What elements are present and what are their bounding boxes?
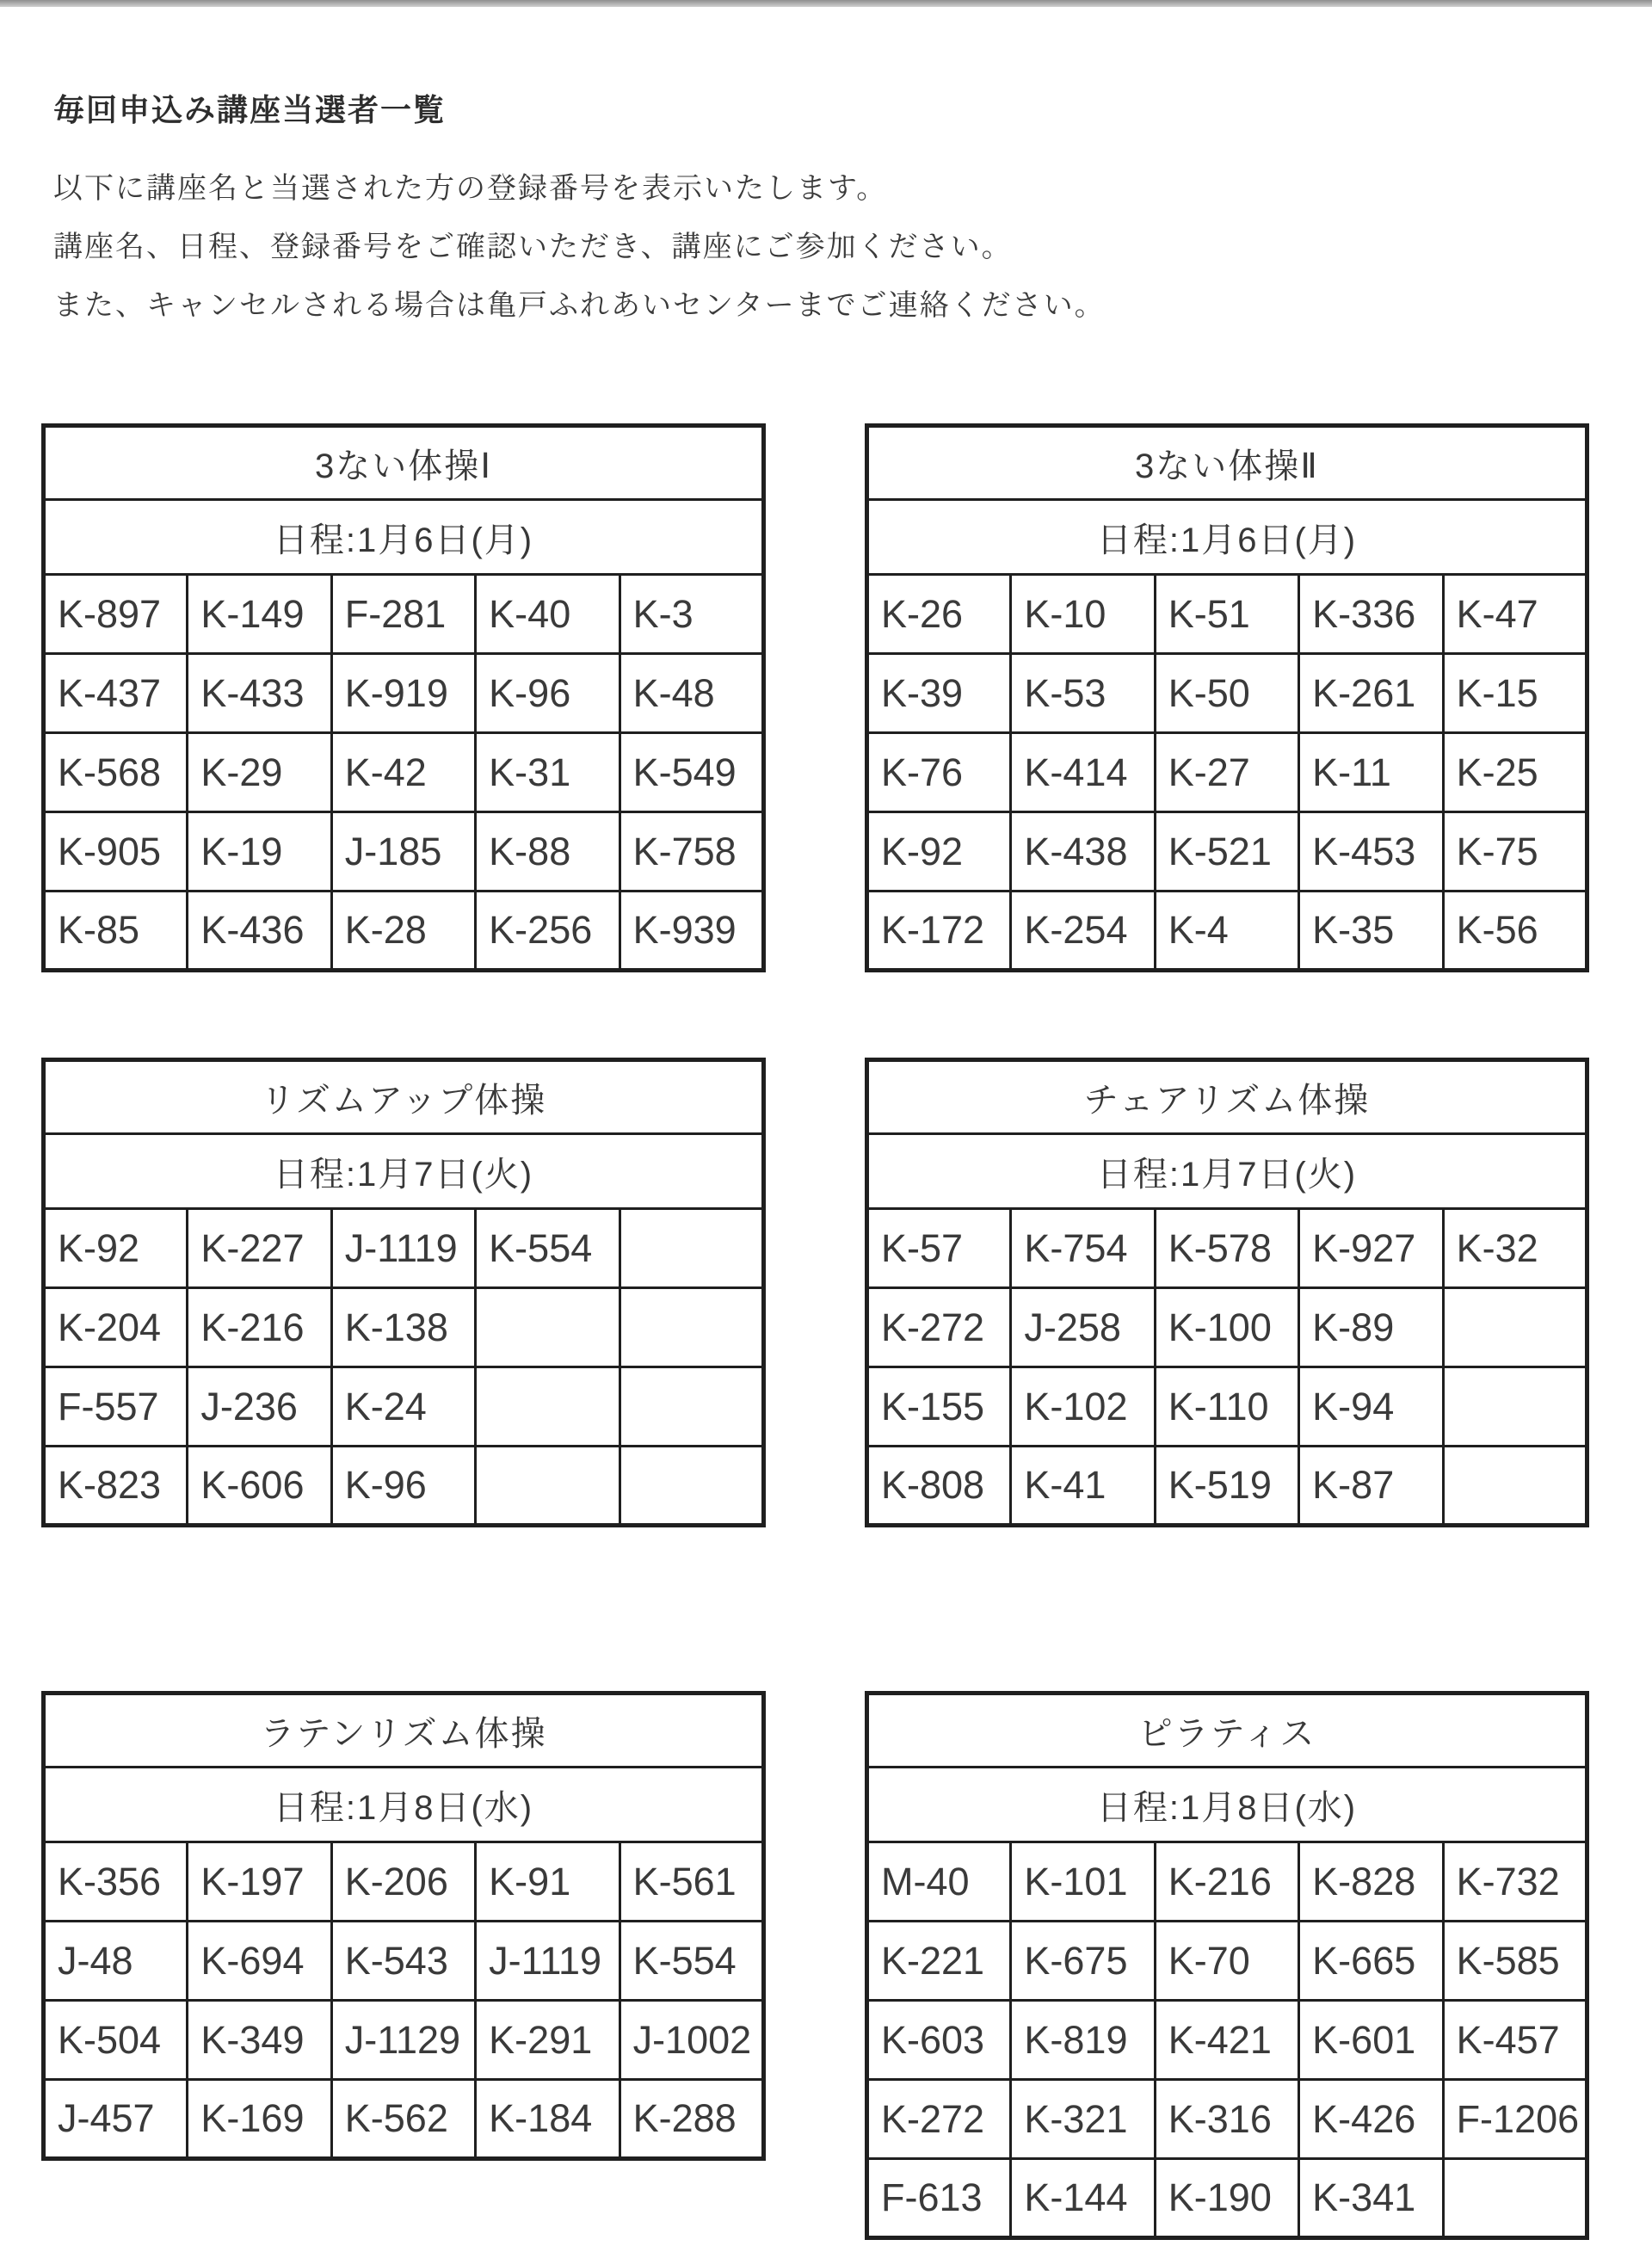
course-date: 日程:1月6日(月) <box>867 500 1587 575</box>
winner-row <box>44 1447 764 1526</box>
course-table-3 <box>41 1058 766 1527</box>
winner-cell: K-457 <box>1443 2001 1587 2080</box>
winner-cell <box>620 1367 763 1447</box>
winner-row <box>867 1288 1587 1367</box>
winner-cell: K-206 <box>331 1842 475 1922</box>
winner-cell: K-91 <box>476 1842 620 1922</box>
winner-cell: K-341 <box>1299 2159 1443 2238</box>
winner-cell: K-543 <box>331 1922 475 2001</box>
winner-cell: K-568 <box>44 733 188 812</box>
course-table-6 <box>865 1691 1589 2240</box>
winner-row <box>867 2080 1587 2159</box>
winner-cell: K-261 <box>1299 654 1443 733</box>
winner-cell: K-436 <box>188 892 331 971</box>
winner-cell: K-453 <box>1299 812 1443 892</box>
winner-cell: K-421 <box>1155 2001 1298 2080</box>
winner-cell: K-32 <box>1443 1209 1587 1288</box>
winner-cell: K-39 <box>867 654 1011 733</box>
winner-cell: K-85 <box>44 892 188 971</box>
winner-cell: K-56 <box>1443 892 1587 971</box>
winner-cell: K-47 <box>1443 575 1587 654</box>
winner-cell: K-204 <box>44 1288 188 1367</box>
winner-row <box>867 1209 1587 1288</box>
winner-row <box>44 1209 764 1288</box>
winner-cell: K-939 <box>620 892 763 971</box>
winner-cell: K-216 <box>1155 1842 1298 1922</box>
winner-cell: K-905 <box>44 812 188 892</box>
winner-cell: K-75 <box>1443 812 1587 892</box>
winner-row <box>44 892 764 971</box>
scan-edge-shadow <box>0 0 1652 7</box>
winner-cell: K-426 <box>1299 2080 1443 2159</box>
winner-cell: K-27 <box>1155 733 1298 812</box>
winner-cell: K-184 <box>476 2080 620 2159</box>
winner-cell: K-53 <box>1011 654 1155 733</box>
winner-cell: K-102 <box>1011 1367 1155 1447</box>
tables-row-2 <box>41 1058 1611 1527</box>
winner-row <box>867 1367 1587 1447</box>
winner-cell: K-316 <box>1155 2080 1298 2159</box>
winner-cell: K-519 <box>1155 1447 1298 1526</box>
winner-cell: K-190 <box>1155 2159 1298 2238</box>
winner-cell: K-606 <box>188 1447 331 1526</box>
page-title: 毎回申込み講座当選者一覧 <box>53 92 447 127</box>
winner-cell: K-35 <box>1299 892 1443 971</box>
winner-cell: K-823 <box>44 1447 188 1526</box>
course-table-4 <box>865 1058 1589 1527</box>
winner-row <box>44 575 764 654</box>
tables-row-3 <box>41 1691 1611 2240</box>
winner-cell: K-19 <box>188 812 331 892</box>
winner-row <box>867 892 1587 971</box>
winner-cell: K-51 <box>1155 575 1298 654</box>
course-title: 3ない体操Ⅰ <box>44 426 764 500</box>
winner-cell: J-1129 <box>331 2001 475 2080</box>
winner-cell: K-155 <box>867 1367 1011 1447</box>
winner-cell <box>1443 1288 1587 1367</box>
winner-cell: K-254 <box>1011 892 1155 971</box>
course-date: 日程:1月8日(水) <box>44 1768 764 1842</box>
winner-cell: K-819 <box>1011 2001 1155 2080</box>
course-date: 日程:1月8日(水) <box>867 1768 1587 1842</box>
winner-cell: K-26 <box>867 575 1011 654</box>
winner-cell: K-94 <box>1299 1367 1443 1447</box>
winner-cell: K-87 <box>1299 1447 1443 1526</box>
winner-cell: F-557 <box>44 1367 188 1447</box>
winner-cell: K-349 <box>188 2001 331 2080</box>
winner-cell: K-24 <box>331 1367 475 1447</box>
tables-row-1 <box>41 423 1611 972</box>
winner-cell: K-433 <box>188 654 331 733</box>
course-title: 3ない体操Ⅱ <box>867 426 1587 500</box>
winner-cell: J-1002 <box>620 2001 763 2080</box>
winner-cell: K-336 <box>1299 575 1443 654</box>
winner-cell: K-561 <box>620 1842 763 1922</box>
winner-cell: K-3 <box>620 575 763 654</box>
winner-cell: K-25 <box>1443 733 1587 812</box>
winner-cell: K-758 <box>620 812 763 892</box>
winner-cell: K-101 <box>1011 1842 1155 1922</box>
winner-cell: F-613 <box>867 2159 1011 2238</box>
winner-row <box>44 1367 764 1447</box>
winner-cell: K-50 <box>1155 654 1298 733</box>
winner-row <box>867 2001 1587 2080</box>
winner-cell: K-76 <box>867 733 1011 812</box>
winner-cell: K-562 <box>331 2080 475 2159</box>
course-title: チェアリズム体操 <box>867 1060 1587 1134</box>
winner-cell <box>1443 2159 1587 2238</box>
winner-cell: K-694 <box>188 1922 331 2001</box>
winner-cell: K-291 <box>476 2001 620 2080</box>
winner-row <box>44 1842 764 1922</box>
winner-cell: K-437 <box>44 654 188 733</box>
winner-cell: K-197 <box>188 1842 331 1922</box>
winner-cell: K-40 <box>476 575 620 654</box>
winner-cell: K-221 <box>867 1922 1011 2001</box>
winner-cell: K-356 <box>44 1842 188 1922</box>
winner-cell: K-828 <box>1299 1842 1443 1922</box>
winner-cell: K-578 <box>1155 1209 1298 1288</box>
winner-row <box>867 1842 1587 1922</box>
winner-row <box>867 1447 1587 1526</box>
course-title: ラテンリズム体操 <box>44 1694 764 1768</box>
winner-cell: K-272 <box>867 2080 1011 2159</box>
winner-cell: K-96 <box>331 1447 475 1526</box>
winner-cell: K-92 <box>867 812 1011 892</box>
winner-row <box>867 2159 1587 2238</box>
winner-cell: K-29 <box>188 733 331 812</box>
course-date: 日程:1月7日(火) <box>44 1134 764 1209</box>
winner-row <box>867 812 1587 892</box>
winner-cell: M-40 <box>867 1842 1011 1922</box>
winner-row <box>44 812 764 892</box>
winner-row <box>44 2080 764 2159</box>
winner-cell: J-457 <box>44 2080 188 2159</box>
winner-row <box>867 575 1587 654</box>
winner-cell: K-92 <box>44 1209 188 1288</box>
course-table-5 <box>41 1691 766 2161</box>
winner-cell <box>476 1288 620 1367</box>
winner-cell: K-521 <box>1155 812 1298 892</box>
winner-cell: K-15 <box>1443 654 1587 733</box>
winner-cell: K-665 <box>1299 1922 1443 2001</box>
winner-cell: K-172 <box>867 892 1011 971</box>
winner-cell: J-1119 <box>476 1922 620 2001</box>
winner-cell: J-258 <box>1011 1288 1155 1367</box>
winner-row <box>44 2001 764 2080</box>
winner-cell: K-70 <box>1155 1922 1298 2001</box>
winner-cell: K-89 <box>1299 1288 1443 1367</box>
winner-cell: F-1206 <box>1443 2080 1587 2159</box>
winner-cell: J-1119 <box>331 1209 475 1288</box>
winner-cell: K-601 <box>1299 2001 1443 2080</box>
winner-cell: K-927 <box>1299 1209 1443 1288</box>
winner-cell <box>1443 1447 1587 1526</box>
winner-cell: K-585 <box>1443 1922 1587 2001</box>
winner-cell: K-42 <box>331 733 475 812</box>
winner-cell: K-272 <box>867 1288 1011 1367</box>
winner-cell: K-554 <box>476 1209 620 1288</box>
winner-cell: J-48 <box>44 1922 188 2001</box>
winner-cell: K-10 <box>1011 575 1155 654</box>
winner-row <box>44 654 764 733</box>
course-date: 日程:1月6日(月) <box>44 500 764 575</box>
winner-cell: K-732 <box>1443 1842 1587 1922</box>
winner-cell <box>476 1447 620 1526</box>
winner-row <box>44 733 764 812</box>
winner-cell <box>1443 1367 1587 1447</box>
course-title: リズムアップ体操 <box>44 1060 764 1134</box>
winner-cell <box>620 1288 763 1367</box>
winner-cell: K-438 <box>1011 812 1155 892</box>
course-date: 日程:1月7日(火) <box>867 1134 1587 1209</box>
course-title: ピラティス <box>867 1694 1587 1768</box>
winner-cell: K-754 <box>1011 1209 1155 1288</box>
winner-cell: K-88 <box>476 812 620 892</box>
winner-cell: K-144 <box>1011 2159 1155 2238</box>
winner-cell: K-897 <box>44 575 188 654</box>
winner-row <box>44 1922 764 2001</box>
course-table-2 <box>865 423 1589 972</box>
winner-cell: K-919 <box>331 654 475 733</box>
winner-cell: K-48 <box>620 654 763 733</box>
intro-line-1: 以下に講座名と当選された方の登録番号を表示いたします。 <box>53 172 888 205</box>
winner-cell: K-808 <box>867 1447 1011 1526</box>
winner-cell: K-100 <box>1155 1288 1298 1367</box>
winner-cell: K-675 <box>1011 1922 1155 2001</box>
winner-row <box>867 1922 1587 2001</box>
winner-cell: K-11 <box>1299 733 1443 812</box>
intro-line-3: また、キャンセルされる場合は亀戸ふれあいセンターまでご連絡ください。 <box>53 289 1106 322</box>
winner-cell: K-414 <box>1011 733 1155 812</box>
winner-row <box>867 733 1587 812</box>
tables-grid <box>41 423 1611 2240</box>
winner-cell: K-288 <box>620 2080 763 2159</box>
winner-row <box>867 654 1587 733</box>
winner-cell: K-149 <box>188 575 331 654</box>
winner-cell: K-96 <box>476 654 620 733</box>
course-table-1 <box>41 423 766 972</box>
winner-cell: K-41 <box>1011 1447 1155 1526</box>
winner-cell: K-57 <box>867 1209 1011 1288</box>
winner-cell: K-227 <box>188 1209 331 1288</box>
winner-cell: K-321 <box>1011 2080 1155 2159</box>
winner-cell: K-169 <box>188 2080 331 2159</box>
winner-cell: K-4 <box>1155 892 1298 971</box>
winner-cell: K-31 <box>476 733 620 812</box>
winner-cell: K-549 <box>620 733 763 812</box>
winner-cell <box>620 1447 763 1526</box>
winner-cell: K-28 <box>331 892 475 971</box>
winner-cell: K-216 <box>188 1288 331 1367</box>
winner-cell: F-281 <box>331 575 475 654</box>
winner-cell: K-504 <box>44 2001 188 2080</box>
winner-cell: K-603 <box>867 2001 1011 2080</box>
winner-cell: K-110 <box>1155 1367 1298 1447</box>
winner-cell: K-138 <box>331 1288 475 1367</box>
winner-cell: J-236 <box>188 1367 331 1447</box>
winner-row <box>44 1288 764 1367</box>
intro-line-2: 講座名、日程、登録番号をご確認いただき、講座にご参加ください。 <box>53 231 1013 263</box>
winner-cell: K-554 <box>620 1922 763 2001</box>
winner-cell <box>476 1367 620 1447</box>
winner-cell <box>620 1209 763 1288</box>
intro-paragraph <box>53 159 1611 335</box>
winner-cell: J-185 <box>331 812 475 892</box>
winner-cell: K-256 <box>476 892 620 971</box>
